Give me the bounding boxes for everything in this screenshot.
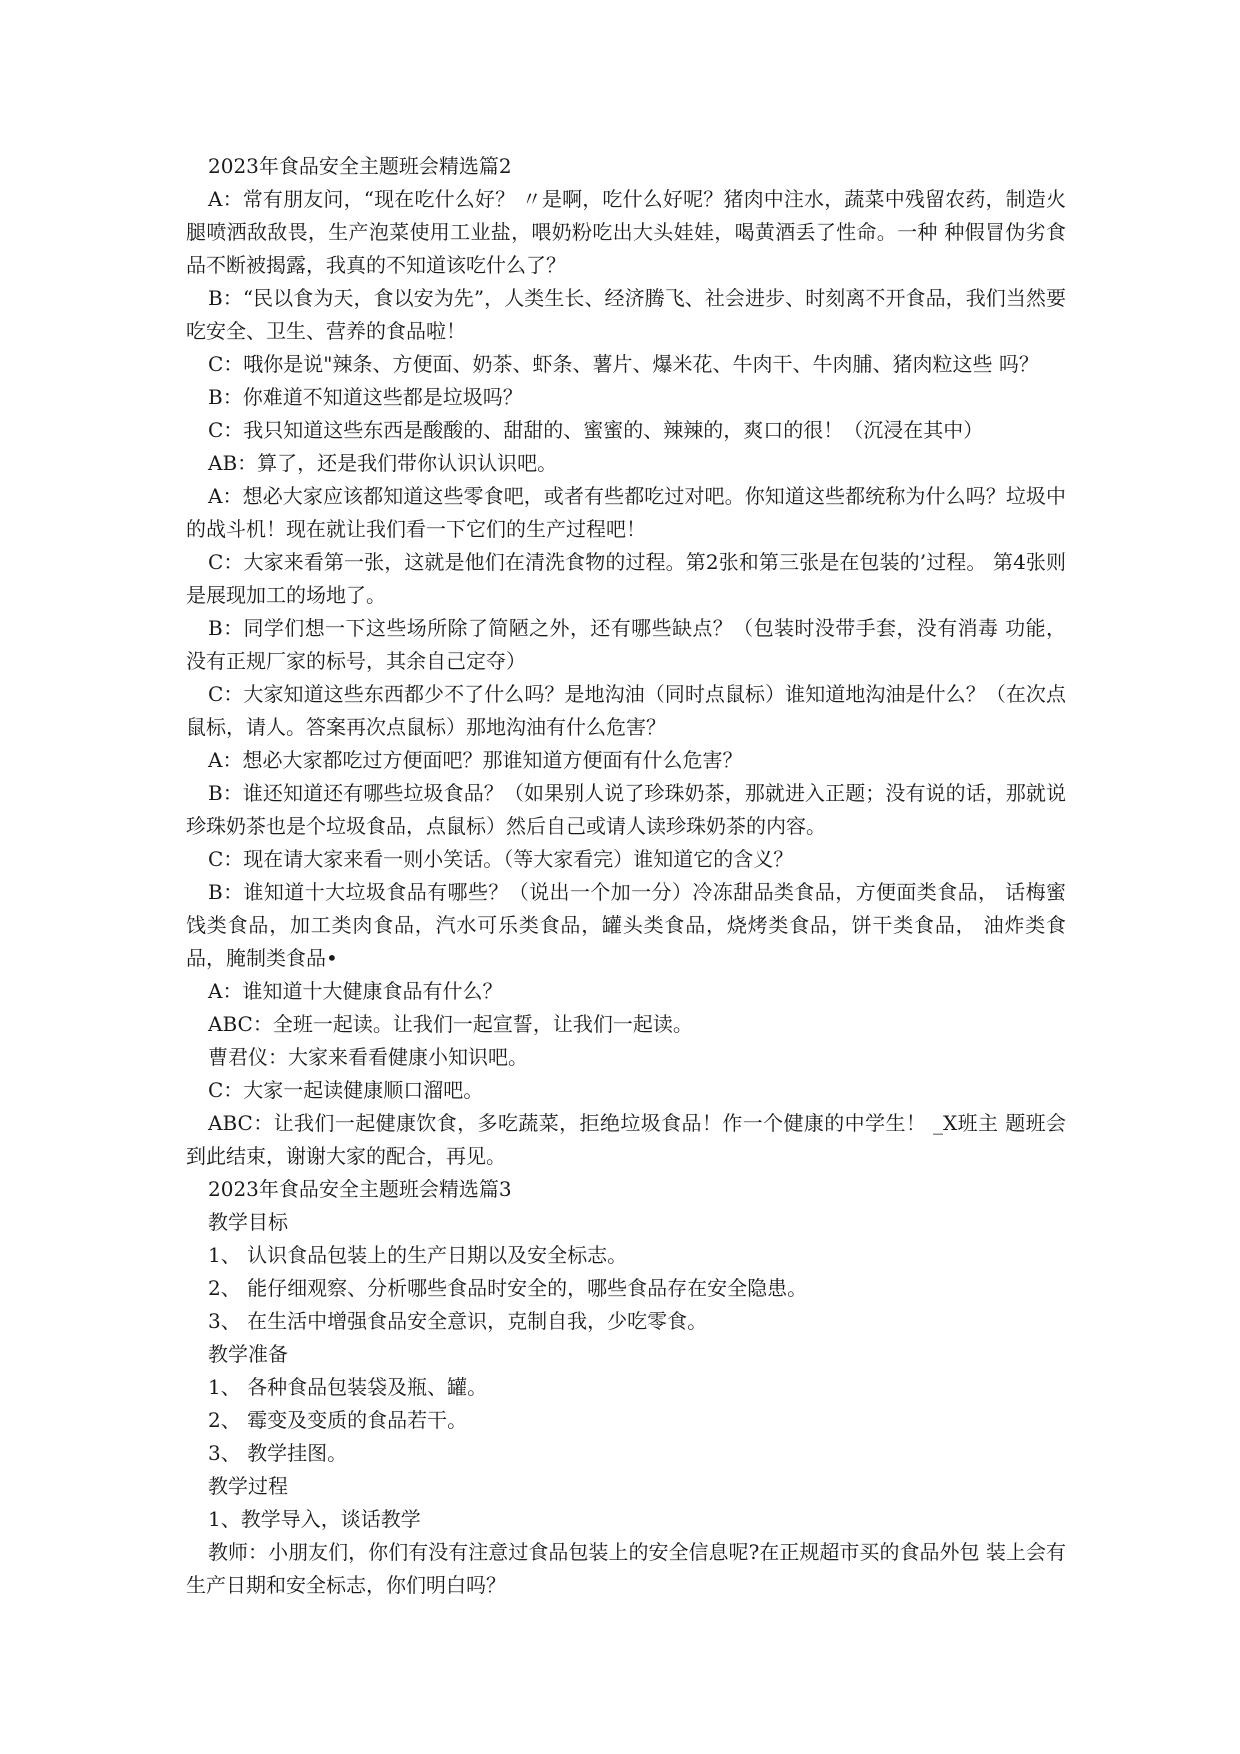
dialogue-paragraph: C：哦你是说"辣条、方便面、奶茶、虾条、薯片、爆米花、牛肉干、牛肉脯、猪肉粒这些 吗？ <box>208 352 1039 376</box>
subheading-teaching-process: 教学过程 <box>208 1474 288 1498</box>
section-heading-3: 2023年食品安全主题班会精选篇3 <box>208 1177 512 1201</box>
dialogue-paragraph: C：大家来看第一张，这就是他们在清洗食物的过程。第2张和第三张是在包装的’过程。 第4张则是展现加工的场地了。 <box>186 550 1066 607</box>
dialogue-paragraph: B：同学们想一下这些场所除了简陋之外，还有哪些缺点？（包装时没带手套，没有消毒 功能，没有正规厂家的标号，其余自己定夺） <box>186 616 1066 673</box>
dialogue-paragraph: B：你难道不知道这些都是垃圾吗？ <box>208 385 523 409</box>
subheading-teaching-prep: 教学准备 <box>208 1342 288 1366</box>
dialogue-paragraph: ABC：让我们一起健康饮食，多吃蔬菜，拒绝垃圾食品！作一个健康的中学生！ _X班主 题班会到此结束，谢谢大家的配合，再见。 <box>186 1111 1066 1168</box>
subheading-teaching-goals: 教学目标 <box>208 1210 288 1234</box>
dialogue-paragraph: B：谁知道十大垃圾食品有哪些？（说出一个加一分）冷冻甜品类食品，方便面类食品， 话梅蜜饯类食品，加工类肉食品，汽水可乐类食品，罐头类食品，烧烤类食品，饼干类食品， 油炸类食品，腌制类食品• <box>186 880 1066 970</box>
list-item: 2、 能仔细观察、分析哪些食品时安全的，哪些食品存在安全隐患。 <box>208 1276 808 1300</box>
list-item: 1、 各种食品包装袋及瓶、罐。 <box>208 1375 488 1399</box>
dialogue-paragraph: A：常有朋友问，“现在吃什么好？ 〃是啊，吃什么好呢？猪肉中注水，蔬菜中残留农药，制造火腿喷洒敌敌畏，生产泡菜使用工业盐，喂奶粉吃出大头娃娃，喝黄酒丢了性命。一种 种假冒伪劣食品不断被揭露，我真的不知道该吃什么了？ <box>186 187 1066 277</box>
section-heading-2: 2023年食品安全主题班会精选篇2 <box>208 154 512 178</box>
dialogue-paragraph: C：我只知道这些东西是酸酸的、甜甜的、蜜蜜的、辣辣的，爽口的很！（沉浸在其中） <box>208 418 984 442</box>
body-paragraph: 教师：小朋友们，你们有没有注意过食品包装上的安全信息呢?在正规超市买的食品外包 装上会有生产日期和安全标志，你们明白吗？ <box>186 1540 1066 1597</box>
dialogue-paragraph: A：想必大家都吃过方便面吧？那谁知道方便面有什么危害？ <box>208 748 743 772</box>
list-item: 1、教学导入，谈话教学 <box>208 1507 421 1531</box>
list-item: 3、 教学挂图。 <box>208 1441 348 1465</box>
dialogue-paragraph: B：谁还知道还有哪些垃圾食品？（如果别人说了珍珠奶茶，那就进入正题；没有说的话，那就说珍珠奶茶也是个垃圾食品，点鼠标）然后自己或请人读珍珠奶茶的内容。 <box>186 781 1066 838</box>
dialogue-paragraph: C：现在请大家来看一则小笑话。（等大家看完）谁知道它的含义？ <box>208 847 794 871</box>
dialogue-paragraph: ABC：全班一起读。让我们一起宣誓，让我们一起读。 <box>208 1012 693 1036</box>
dialogue-paragraph: B：“民以食为天，食以安为先”，人类生长、经济腾飞、社会进步、时刻离不开食品，我们当然要吃安全、卫生、营养的食品啦！ <box>186 286 1066 343</box>
dialogue-paragraph: C：大家知道这些东西都少不了什么吗？是地沟油（同时点鼠标）谁知道地沟油是什么？（在次点鼠标，请人。答案再次点鼠标）那地沟油有什么危害？ <box>186 682 1066 739</box>
document-body <box>186 150 1066 1602</box>
list-item: 3、 在生活中增强食品安全意识，克制自我，少吃零食。 <box>208 1309 708 1333</box>
dialogue-paragraph: C：大家一起读健康顺口溜吧。 <box>208 1078 484 1102</box>
dialogue-paragraph: AB：算了，还是我们带你认识认识吧。 <box>208 451 558 475</box>
list-item: 2、 霉变及变质的食品若干。 <box>208 1408 468 1432</box>
list-item: 1、 认识食品包装上的生产日期以及安全标志。 <box>208 1243 628 1267</box>
dialogue-paragraph: A：谁知道十大健康食品有什么？ <box>208 979 503 1003</box>
dialogue-paragraph: A：想必大家应该都知道这些零食吧，或者有些都吃过对吧。你知道这些都统称为什么吗？垃圾中的战斗机！现在就让我们看一下它们的生产过程吧！ <box>186 484 1066 541</box>
dialogue-paragraph: 曹君仪：大家来看看健康小知识吧。 <box>208 1045 528 1069</box>
